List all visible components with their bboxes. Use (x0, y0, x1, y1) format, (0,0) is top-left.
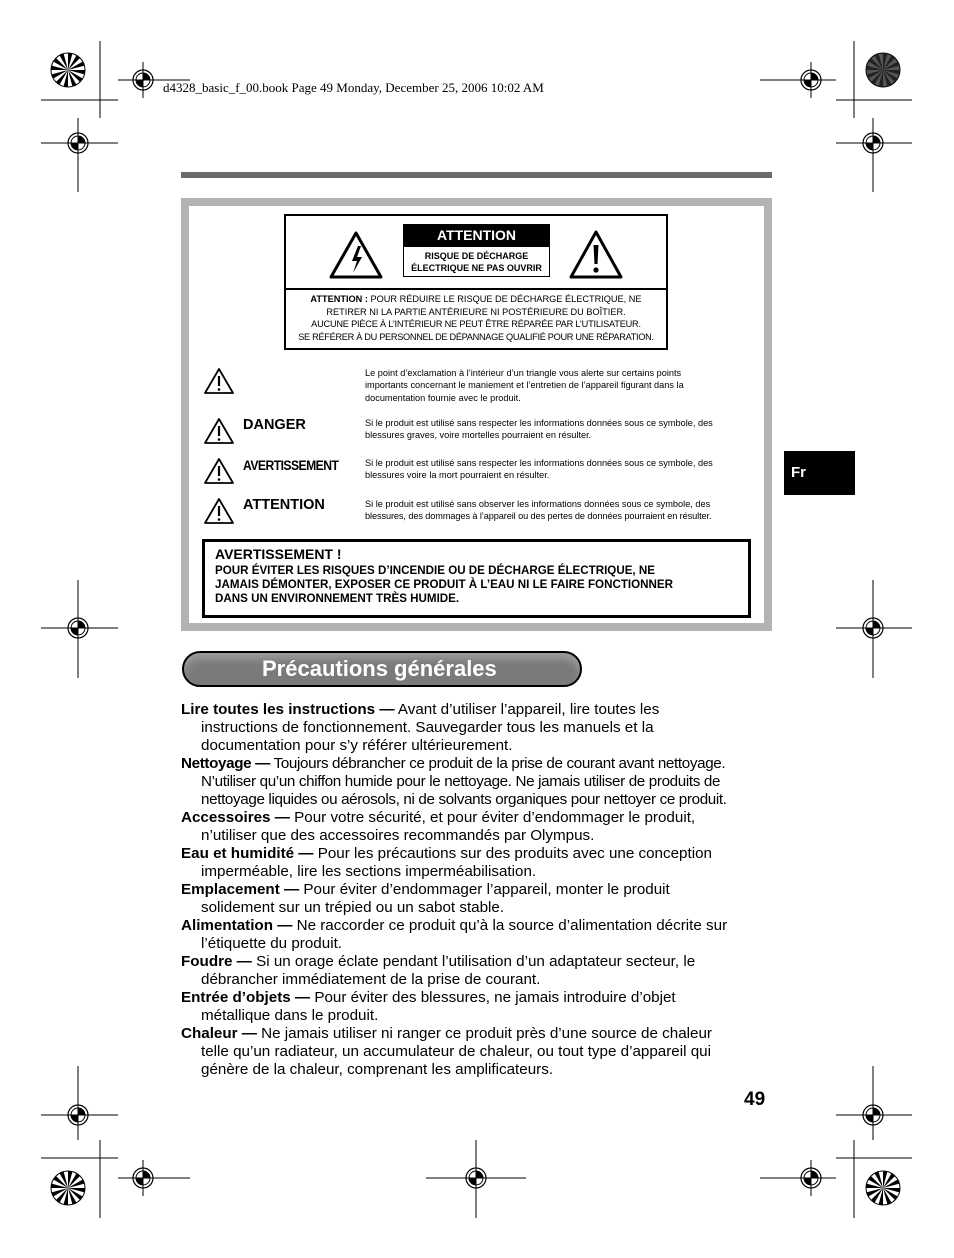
precaution-term: Eau et humidité — (181, 845, 314, 862)
precaution-term: Accessoires — (181, 809, 290, 826)
danger-triangle-icon (203, 417, 235, 445)
precaution-text: Pour éviter des blessures, ne jamais introduire d’objet (310, 989, 676, 1006)
precautions-body (181, 701, 781, 1079)
precaution-item (181, 881, 781, 917)
symbol-desc-line: blessures, des dommages à l’appareil ou des pertes de données pourraient en résulter. (365, 511, 712, 522)
caution-text-line4: SE RÉFÉRER À DU PERSONNEL DE DÉPANNAGE QUALIFIÉ POUR UNE RÉPARATION. (298, 331, 654, 342)
caution-subtitle (403, 246, 550, 277)
precaution-text: l’étiquette du produit. (201, 935, 343, 952)
avertissement-line: JAMAIS DÉMONTER, EXPOSER CE PRODUIT À L’EAU NI LE FAIRE FONCTIONNER (215, 578, 673, 591)
warning-triangle-icon (203, 367, 235, 395)
precaution-text: telle qu’un radiateur, un accumulateur de chaleur, ou tout type d’appareil qui (201, 1043, 711, 1060)
precaution-text: Ne raccorder ce produit qu’à la source d’alimentation décrite sur (292, 917, 728, 934)
symbol-desc-line: blessures voire la mort pourraient en résulter. (365, 470, 550, 481)
exclamation-triangle-icon (568, 229, 624, 280)
attention-triangle-icon (203, 497, 235, 525)
caution-sub-line1: RISQUE DE DÉCHARGE (424, 251, 529, 261)
top-rule (181, 172, 772, 178)
precaution-text: Si un orage éclate pendant l’utilisation d’un adaptateur secteur, le (251, 953, 696, 970)
precaution-term: Chaleur — (181, 1025, 257, 1042)
book-header-line: d4328_basic_f_00.book Page 49 Monday, December 25, 2006 10:02 AM (163, 80, 544, 95)
precaution-text: Ne jamais utiliser ni ranger ce produit près d’une source de chaleur (256, 1025, 712, 1042)
caution-text-line1: POUR RÉDUIRE LE RISQUE DE DÉCHARGE ÉLECTRIQUE, NE (367, 294, 642, 304)
symbol-label-avertissement: AVERTISSEMENT (243, 458, 339, 473)
language-tab: Fr (784, 451, 855, 495)
symbol-label-attention: ATTENTION (243, 497, 325, 513)
precaution-term: Entrée d’objets — (181, 989, 311, 1006)
precaution-term: Emplacement — (181, 881, 300, 898)
caution-text-line3: AUCUNE PIÈCE À L’INTÉRIEUR NE PEUT ÊTRE RÉPARÉE PAR L’UTILISATEUR. (311, 319, 641, 329)
precaution-text: Pour éviter d’endommager l’appareil, monter le produit (299, 881, 670, 898)
avertissement-title: AVERTISSEMENT ! (215, 546, 342, 562)
precaution-item (181, 845, 781, 881)
symbol-desc-avertissement (365, 457, 757, 482)
precaution-term: Foudre — (181, 953, 252, 970)
precaution-item (181, 989, 781, 1025)
precaution-item (181, 953, 781, 989)
symbol-label-danger: DANGER (243, 417, 306, 433)
symbol-desc-line: blessures graves, voire mortelles pourraient en résulter. (365, 430, 592, 441)
precaution-item (181, 809, 781, 845)
avertissement-line: POUR ÉVITER LES RISQUES D’INCENDIE OU DE DÉCHARGE ÉLECTRIQUE, NE (215, 564, 655, 577)
precaution-text: solidement sur un trépied ou un sabot stable. (201, 899, 505, 916)
symbol-desc-danger (365, 417, 757, 442)
precaution-text: Toujours débrancher ce produit de la prise de courant avant nettoyage. (269, 755, 726, 772)
lightning-triangle-icon (328, 230, 384, 280)
precaution-term: Lire toutes les instructions — (181, 701, 395, 718)
symbol-desc-line: documentation fournie avec le produit. (365, 392, 521, 403)
precaution-term: Nettoyage — (181, 755, 270, 772)
symbol-desc-attention (365, 498, 757, 523)
symbol-desc-line: importants concernant le maniement et l’entretien de l’appareil figurant dans la (365, 380, 684, 391)
precaution-text: instructions de fonctionnement. Sauvegarder tous les manuels et la (201, 719, 654, 736)
avertissement-triangle-icon (203, 457, 235, 485)
symbol-desc-line: Le point d’exclamation à l’intérieur d’un triangle vous alerte sur certains points (365, 368, 682, 378)
caution-sub-line2: ÉLECTRIQUE NE PAS OUVRIR (411, 263, 542, 273)
precaution-item (181, 701, 781, 755)
avertissement-body (215, 564, 673, 606)
symbol-desc-line: Si le produit est utilisé sans respecter les informations données sous ce symbole, des (365, 418, 713, 428)
page-number: 49 (744, 1089, 766, 1110)
symbol-desc-line: Si le produit est utilisé sans observer les informations données sous ce symbole, des (365, 499, 711, 509)
precaution-term: Alimentation — (181, 917, 293, 934)
caution-divider (284, 288, 668, 290)
precaution-text: imperméable, lire les sections imperméabilisation. (201, 863, 537, 880)
precaution-text: métallique dans le produit. (201, 1007, 379, 1024)
precaution-text: débrancher immédiatement de la prise de courant. (201, 971, 541, 988)
caution-text (290, 293, 662, 343)
section-title: Précautions générales (262, 656, 497, 681)
symbol-desc-general (365, 367, 757, 404)
precaution-item (181, 755, 781, 809)
symbol-desc-line: Si le produit est utilisé sans respecter les informations données sous ce symbole, des (365, 458, 713, 468)
precaution-text: Pour votre sécurité, et pour éviter d’endommager le produit, (289, 809, 696, 826)
caution-text-lead: ATTENTION : (310, 294, 368, 304)
precaution-item (181, 917, 781, 953)
caution-text-line2: RETIRER NI LA PARTIE ANTÉRIEURE NI POSTÉRIEURE DU BOÎTIER. (326, 306, 626, 317)
precaution-text: N’utiliser qu’un chiffon humide pour le nettoyage. Ne jamais utiliser de produits de (201, 773, 721, 790)
precaution-text: n’utiliser que des accessoires recommandés par Olympus. (201, 827, 595, 844)
precaution-text: documentation pour s’y référer ultérieurement. (201, 737, 513, 754)
precaution-text: nettoyage liquides ou aérosols, ni de solvants organiques pour nettoyer ce produit. (201, 791, 727, 808)
avertissement-line: DANS UN ENVIRONNEMENT TRÈS HUMIDE. (215, 592, 460, 605)
precaution-text: génère de la chaleur, comprenant les amplificateurs. (201, 1061, 554, 1078)
precaution-item (181, 1025, 781, 1079)
caution-title: ATTENTION (403, 224, 550, 246)
precaution-text: Pour les précautions sur des produits avec une conception (313, 845, 712, 862)
precaution-text: Avant d’utiliser l’appareil, lire toutes les (394, 701, 660, 718)
